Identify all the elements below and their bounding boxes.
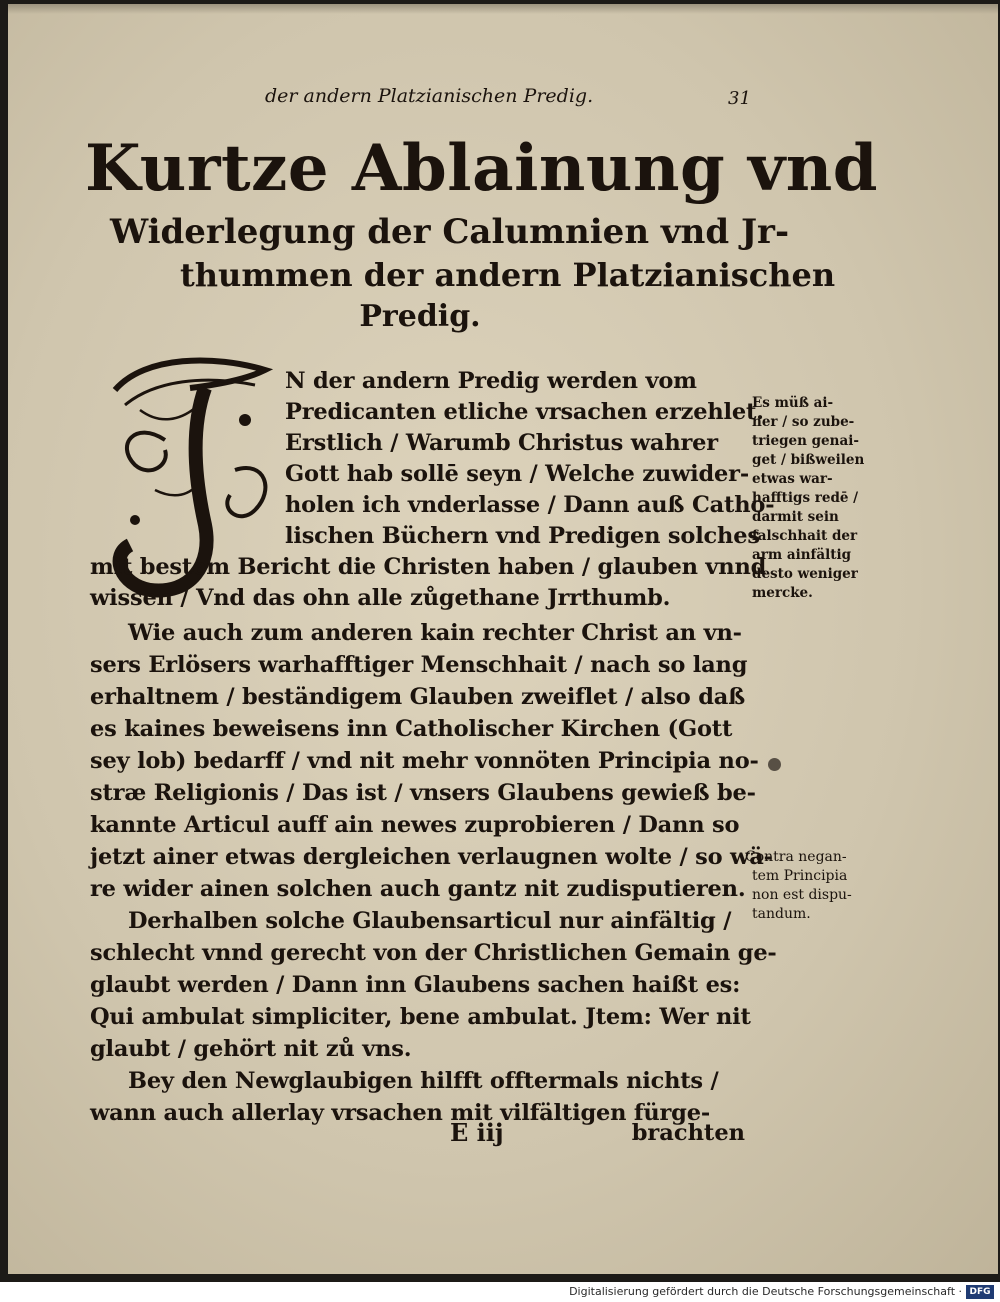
margin-note-line: tandum. <box>752 906 811 922</box>
body-line: jetzt ainer etwas dergleichen verlaugnen wolte / so wä- <box>90 844 773 870</box>
body-line: es kaines beweisens inn Catholischer Kirchen (Gott <box>90 716 733 742</box>
margin-note-line: ner / so zube- <box>752 414 855 430</box>
body-line: Predicanten etliche vrsachen erzehlet. <box>285 399 764 425</box>
body-line: Gott hab sollē seyn / Welche zuwider- <box>285 461 749 487</box>
body-line: Wie auch zum anderen kain rechter Christ an vn- <box>128 620 742 646</box>
body-line: Derhalben solche Glaubensarticul nur ainfältig / <box>128 908 732 934</box>
body-line: schlecht vnnd gerecht von der Christlichen Gemain ge- <box>90 940 777 966</box>
margin-note-line: desto weniger <box>752 566 858 582</box>
body-line: mit bestem Bericht die Christen haben / glauben vnnd <box>90 554 767 580</box>
body-line: stræ Religionis / Das ist / vnsers Glaubens gewieß be- <box>90 780 756 806</box>
margin-note-line: hafftigs redē / <box>752 490 859 506</box>
body-line: re wider ainen solchen auch gantz nit zudisputieren. <box>90 876 746 902</box>
margin-note-line: etwas war- <box>752 471 833 487</box>
page-edge-shadow <box>8 4 998 14</box>
margin-note-line: falschhait der <box>752 528 858 544</box>
body-line: N der andern Predig werden vom <box>285 368 697 394</box>
body-line: erhaltnem / beständigem Glauben zweiflet / also daß <box>90 684 746 710</box>
body-line: Bey den Newglaubigen hilfft offtermals nichts / <box>128 1068 719 1094</box>
margin-note-line: non est dispu- <box>752 887 852 903</box>
catchword: brachten <box>631 1120 745 1146</box>
title-line-4: Predig. <box>359 299 481 334</box>
margin-note-line: Contra negan- <box>745 849 847 865</box>
margin-note-line: arm ainfältig <box>752 547 852 563</box>
funding-credit: Digitalisierung gefördert durch die Deutsche Forschungsgemeinschaft · <box>569 1285 962 1298</box>
margin-note-line: darmit sein <box>752 509 839 525</box>
margin-note-line: tem Principia <box>752 868 848 884</box>
body-line: glaubt / gehört nit zů vns. <box>90 1036 412 1062</box>
body-line: wissen / Vnd das ohn alle zůgethane Jrrthumb. <box>90 585 671 611</box>
body-line: glaubt werden / Dann inn Glaubens sachen haißt es: <box>90 972 741 998</box>
body-line: holen ich vnderlasse / Dann auß Catho- <box>285 492 775 518</box>
folio-number: 31 <box>728 88 751 109</box>
body-line: sey lob) bedarff / vnd nit mehr vonnöten Principia no- <box>90 748 759 774</box>
signature-mark: E iij <box>450 1118 504 1147</box>
body-line: Erstlich / Warumb Christus wahrer <box>285 430 718 456</box>
running-head: der andern Platzianischen Predig. <box>265 85 594 107</box>
title-line-2: Widerlegung der Calumnien vnd Jr- <box>110 212 790 252</box>
body-line: Qui ambulat simpliciter, bene ambulat. Jtem: Wer nit <box>90 1004 751 1030</box>
margin-note-line: Es müß ai- <box>752 395 834 411</box>
title-line-3: thummen der andern Platzianischen <box>180 256 836 294</box>
body-line: wann auch allerlay vrsachen mit vilfältigen fürge- <box>90 1100 710 1126</box>
margin-note-line: get / bißweilen <box>752 452 865 468</box>
body-line: kannte Articul auff ain newes zuprobieren / Dann so <box>90 812 740 838</box>
title-line-1: Kurtze Ablainung vnd <box>85 131 878 206</box>
dfg-logo: DFG <box>966 1285 994 1299</box>
body-line: sers Erlösers warhafftiger Menschhait / nach so lang <box>90 652 748 678</box>
margin-note-line: triegen genai- <box>752 433 859 449</box>
margin-note-line: mercke. <box>752 585 813 601</box>
body-line: lischen Büchern vnd Predigen solches <box>285 523 760 549</box>
ink-spot <box>768 758 781 771</box>
